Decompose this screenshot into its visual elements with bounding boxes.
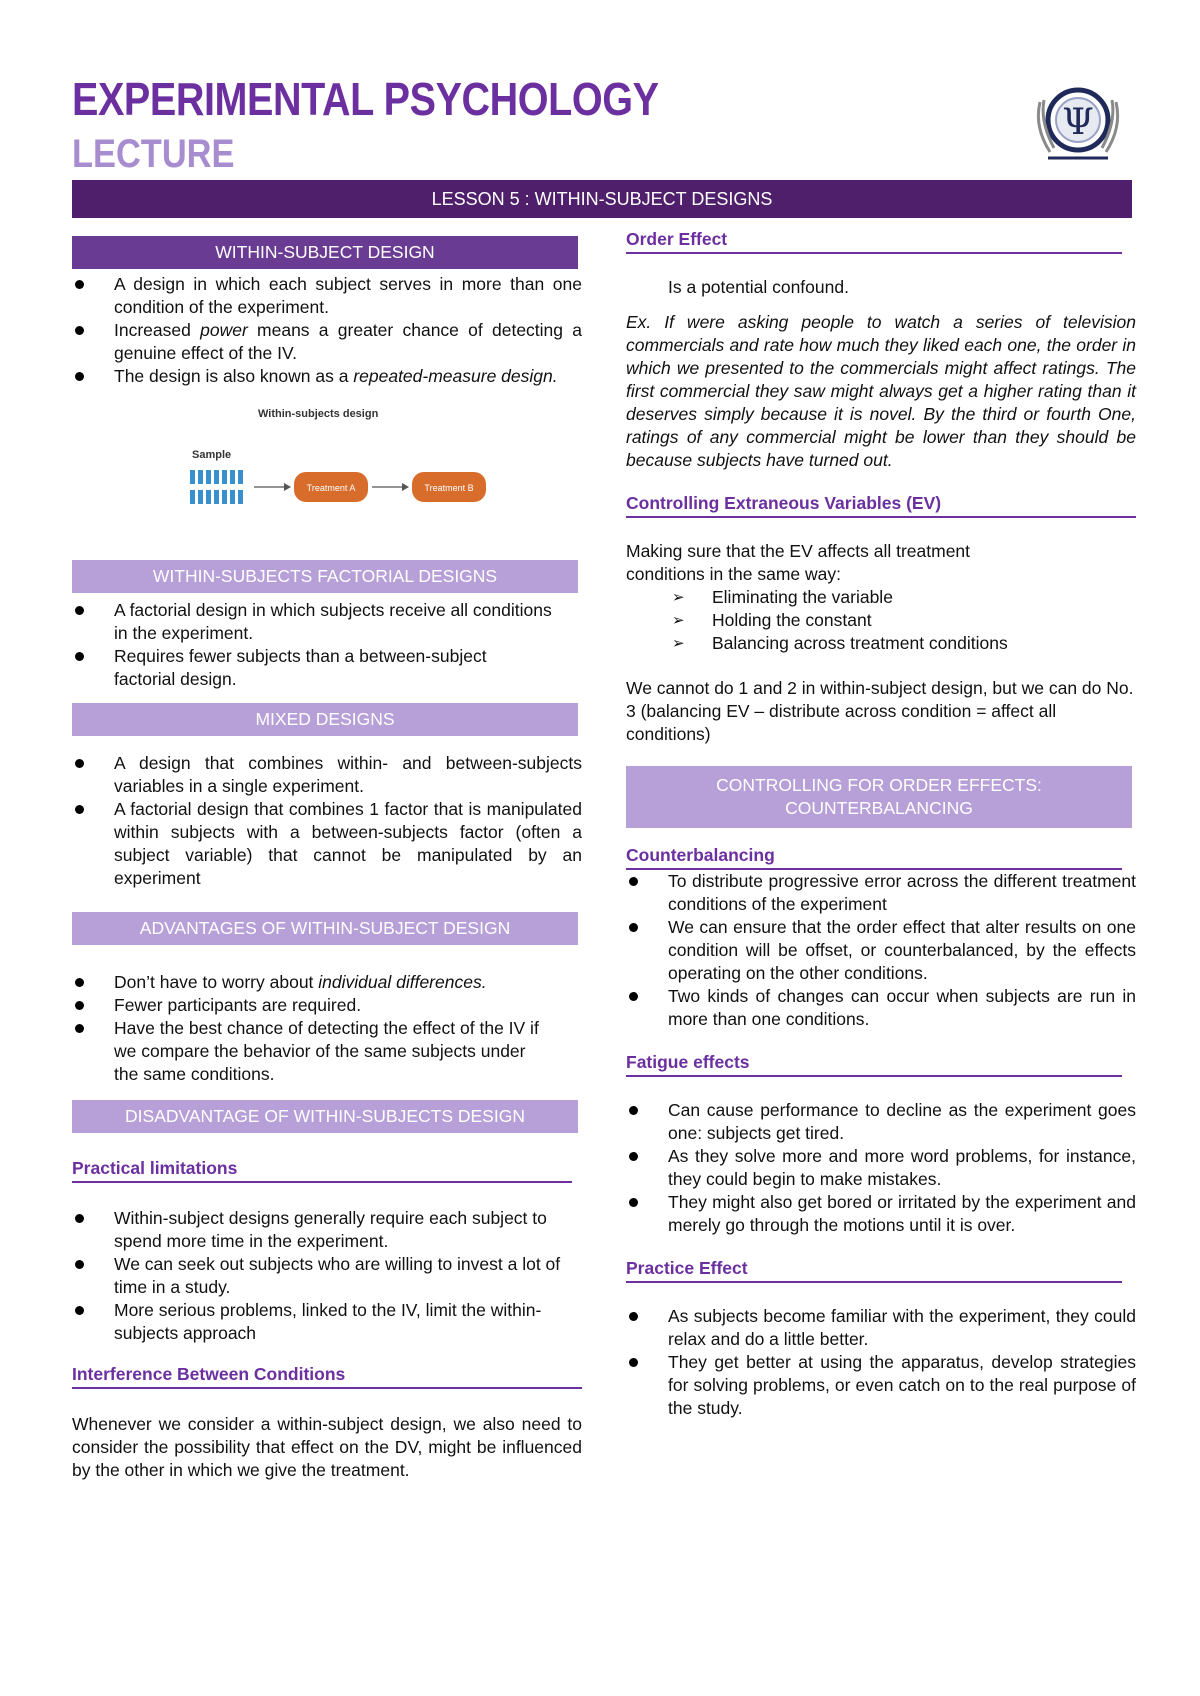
diagram-title: Within-subjects design — [258, 408, 379, 420]
subheading-interference: Interference Between Conditions — [72, 1363, 582, 1389]
advantages-list — [72, 971, 552, 1086]
list-item: Have the best chance of detecting the effect of the IV if we compare the behavior of the same subjects under the same conditions. — [72, 1017, 552, 1086]
ev-note: We cannot do 1 and 2 in within-subject design, but we can do No. 3 (balancing EV – distribute across condition = affect all conditions) — [626, 678, 1134, 744]
left-column — [72, 236, 582, 1482]
ev-methods-list — [626, 586, 1136, 655]
order-effect-example: Ex. If were asking people to watch a series of television commercials and rate how much they liked each one, the order in which we presented to the commercials might affect ratings. The first commercial they saw might always get a higher rating than it deserves simply because it is novel. By the third or fourth One, ratings of any commercial might be lower than they should be because subjects have turned out. — [626, 312, 1136, 470]
section-heading-advantages: ADVANTAGES OF WITHIN-SUBJECT DESIGN — [72, 912, 578, 945]
treatment-b-label: Treatment B — [424, 483, 474, 493]
mixed-list — [72, 752, 582, 890]
practice-list — [626, 1305, 1136, 1420]
page-title: EXPERIMENTAL PSYCHOLOGY — [72, 73, 659, 125]
list-item: ➢ Balancing across treatment conditions — [626, 632, 1136, 655]
list-item: Can cause performance to decline as the experiment goes one: subjects get tired. — [626, 1099, 1136, 1145]
section-heading-disadvantage: DISADVANTAGE OF WITHIN-SUBJECTS DESIGN — [72, 1100, 578, 1133]
list-item: Within-subject designs generally require each subject to spend more time in the experiment. — [72, 1207, 582, 1253]
list-item: A factorial design in which subjects receive all conditions in the experiment. — [72, 599, 552, 645]
within-subject-list — [72, 273, 582, 388]
within-subjects-diagram — [72, 394, 582, 524]
subheading-controlling-ev: Controlling Extraneous Variables (EV) — [626, 492, 1136, 518]
treatment-a-label: Treatment A — [306, 483, 356, 493]
svg-text:Ψ: Ψ — [1062, 102, 1094, 143]
sample-people-icon — [190, 470, 243, 504]
subheading-fatigue-effects: Fatigue effects — [626, 1051, 1122, 1077]
psychology-logo — [1028, 72, 1128, 172]
list-item: A factorial design that combines 1 factor that is manipulated within subjects with a between-subjects factor (often a subject variable) that cannot be manipulated by an experiment — [72, 798, 582, 890]
list-item: Fewer participants are required. — [72, 994, 552, 1017]
list-item: As they solve more and more word problems, for instance, they could begin to make mistakes. — [626, 1145, 1136, 1191]
list-item: A design that combines within- and between-subjects variables in a single experiment. — [72, 752, 582, 798]
list-item: Requires fewer subjects than a between-subject factorial design. — [72, 645, 552, 691]
section-heading-within-subject: WITHIN-SUBJECT DESIGN — [72, 236, 578, 269]
counterbalancing-list — [626, 870, 1136, 1031]
interference-paragraph: Whenever we consider a within-subject design, we also need to consider the possibility that effect on the DV, might be influenced by the other in which we give the treatment. — [72, 1414, 582, 1480]
factorial-list — [72, 599, 552, 691]
subheading-practice-effect: Practice Effect — [626, 1257, 1122, 1283]
diagram-sample-label: Sample — [192, 449, 232, 461]
section-heading-mixed: MIXED DESIGNS — [72, 703, 578, 736]
list-item: A design in which each subject serves in more than one condition of the experiment. — [72, 273, 582, 319]
page-subtitle: LECTURE — [72, 132, 235, 176]
subheading-counterbalancing: Counterbalancing — [626, 844, 1122, 870]
list-item: ➢ Holding the constant — [626, 609, 1136, 632]
list-item: They might also get bored or irritated by the experiment and merely go through the motions until it is over. — [626, 1191, 1136, 1237]
list-item: Don’t have to worry about individual differences. — [72, 971, 552, 994]
list-item: ➢ Eliminating the variable — [626, 586, 1136, 609]
list-item: We can ensure that the order effect that alter results on one condition will be offset, or counterbalanced, by the effects operating on the other conditions. — [626, 916, 1136, 985]
section-heading-counterbalancing: CONTROLLING FOR ORDER EFFECTS: COUNTERBALANCING — [626, 766, 1132, 828]
subheading-order-effect: Order Effect — [626, 228, 1122, 254]
list-item: Two kinds of changes can occur when subjects are run in more than one conditions. — [626, 985, 1136, 1031]
fatigue-list — [626, 1099, 1136, 1237]
order-effect-text: Is a potential confound. — [668, 277, 849, 297]
list-item: The design is also known as a repeated-measure design. — [72, 365, 582, 388]
subheading-practical-limitations: Practical limitations — [72, 1157, 572, 1183]
list-item: Increased power means a greater chance of detecting a genuine effect of the IV. — [72, 319, 582, 365]
list-item: As subjects become familiar with the experiment, they could relax and do a little better. — [626, 1305, 1136, 1351]
ev-intro: Making sure that the EV affects all treatment conditions in the same way: — [626, 541, 971, 584]
section-heading-factorial: WITHIN-SUBJECTS FACTORIAL DESIGNS — [72, 560, 578, 593]
lesson-banner: LESSON 5 : WITHIN-SUBJECT DESIGNS — [72, 180, 1132, 218]
list-item: They get better at using the apparatus, develop strategies for solving problems, or even catch on to the real purpose of the study. — [626, 1351, 1136, 1420]
list-item: More serious problems, linked to the IV, limit the within-subjects approach — [72, 1299, 582, 1345]
list-item: We can seek out subjects who are willing to invest a lot of time in a study. — [72, 1253, 582, 1299]
list-item: To distribute progressive error across the different treatment conditions of the experiment — [626, 870, 1136, 916]
right-column — [626, 228, 1136, 1420]
practical-limitations-list — [72, 1207, 582, 1345]
